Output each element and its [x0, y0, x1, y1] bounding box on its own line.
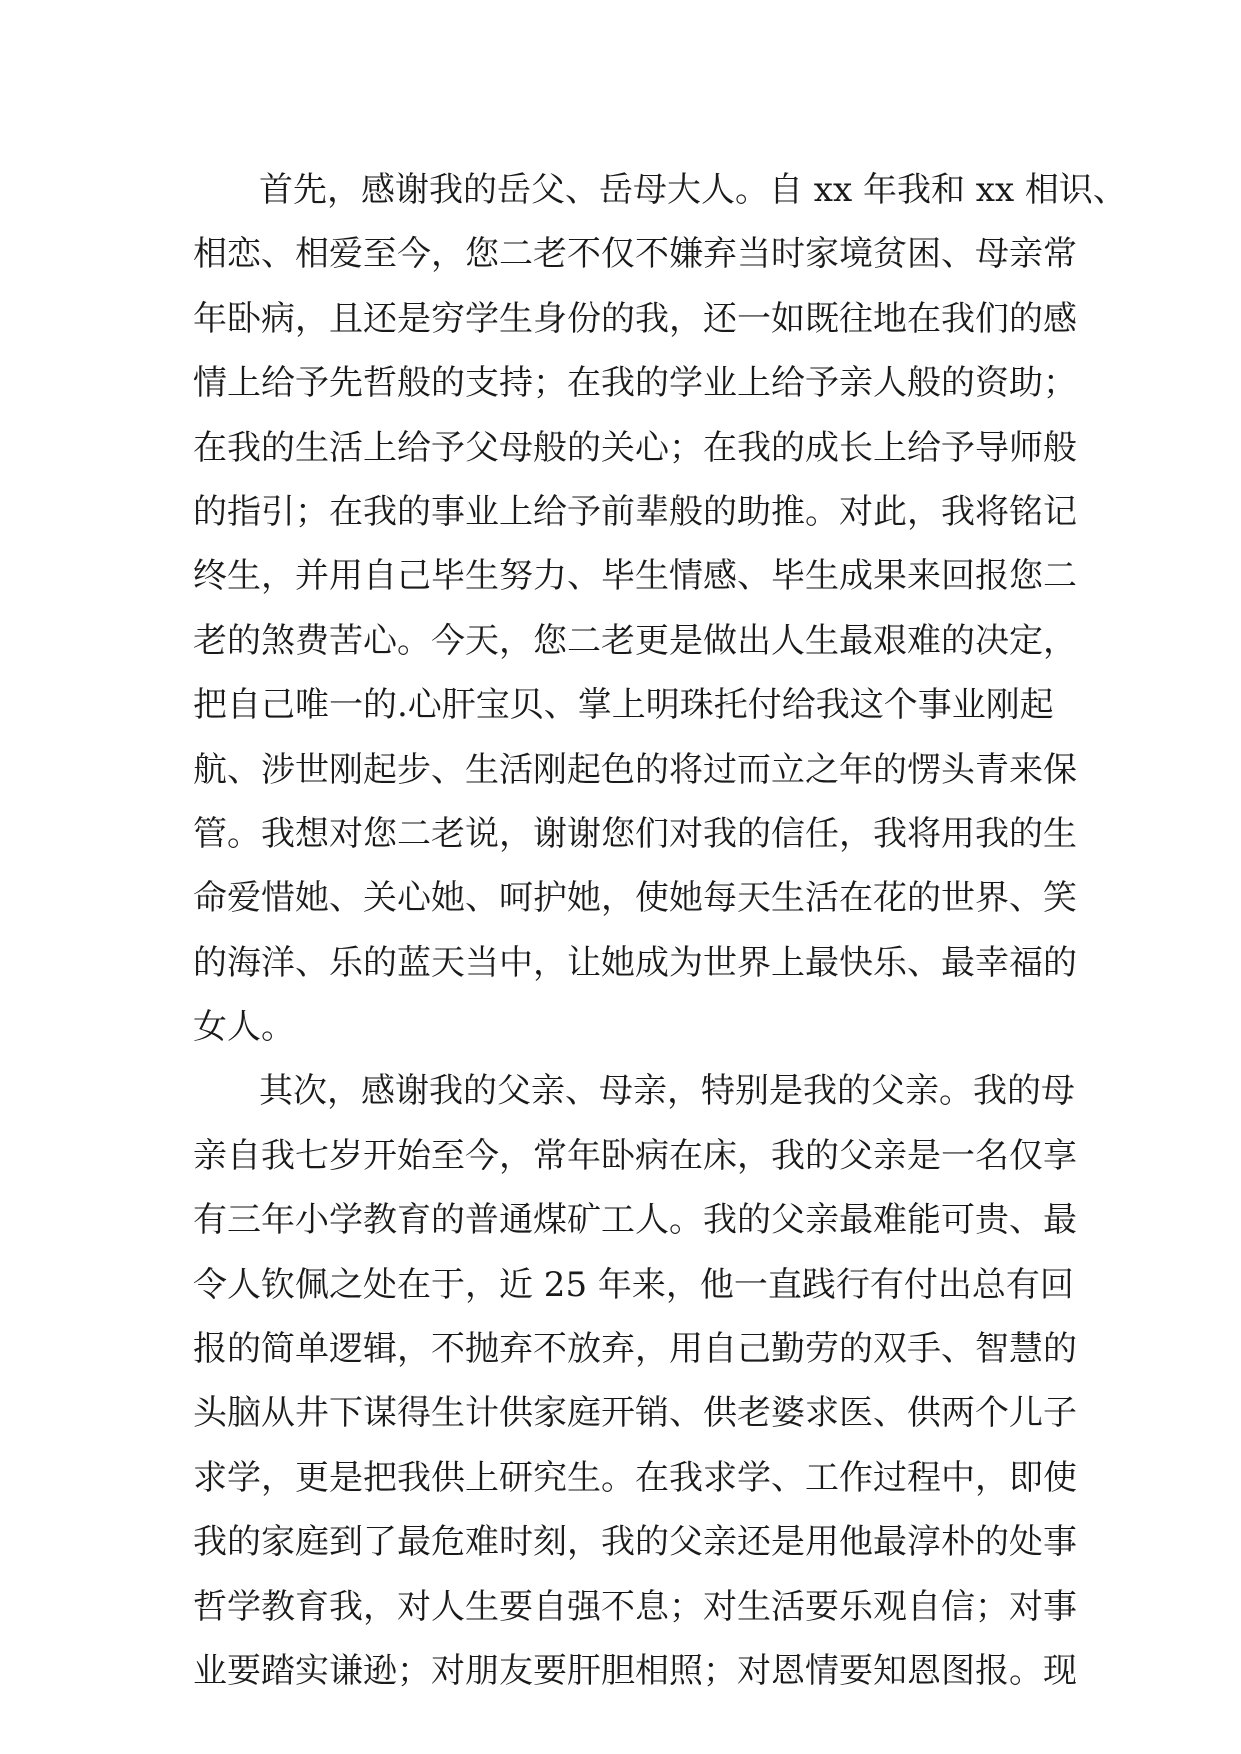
paragraph-2 — [193, 1059, 1077, 1703]
text-line: 的指引；在我的事业上给予前辈般的助推。对此，我将铭记 — [193, 491, 1077, 532]
text-line: 报的简单逻辑，不抛弃不放弃，用自己勤劳的双手、智慧的 — [193, 1329, 1077, 1370]
text-line: 我的家庭到了最危难时刻，我的父亲还是用他最淳朴的处事 — [193, 1522, 1077, 1563]
text-line: 管。我想对您二老说，谢谢您们对我的信任，我将用我的生 — [193, 813, 1077, 854]
text-line: 其次，感谢我的父亲、母亲，特别是我的父亲。我的母 — [259, 1071, 1075, 1112]
text-line: 求学，更是把我供上研究生。在我求学、工作过程中，即使 — [193, 1457, 1077, 1498]
text-line: 首先，感谢我的岳父、岳母大人。自 xx 年我和 xx 相识、 — [259, 170, 1127, 210]
text-line: 在我的生活上给予父母般的关心；在我的成长上给予导师般 — [193, 427, 1077, 468]
text-line: 命爱惜她、关心她、呵护她，使她每天生活在花的世界、笑 — [193, 878, 1077, 919]
text-line: 情上给予先哲般的支持；在我的学业上给予亲人般的资助； — [193, 363, 1077, 404]
text-line: 业要踏实谦逊；对朋友要肝胆相照；对恩情要知恩图报。现 — [193, 1650, 1077, 1691]
body-text — [193, 158, 1127, 1703]
text-line: 年卧病，且还是穷学生身份的我，还一如既往地在我们的感 — [193, 298, 1077, 339]
text-line: 令人钦佩之处在于，近 25 年来，他一直践行有付出总有回 — [193, 1264, 1074, 1305]
text-line: 的海洋、乐的蓝天当中，让她成为世界上最快乐、最幸福的 — [193, 942, 1077, 983]
text-line: 航、涉世刚起步、生活刚起色的将过而立之年的愣头青来保 — [193, 749, 1077, 790]
text-line: 有三年小学教育的普通煤矿工人。我的父亲最难能可贵、最 — [193, 1200, 1077, 1241]
text-line: 老的煞费苦心。今天，您二老更是做出人生最艰难的决定， — [193, 620, 1077, 661]
paragraph-1 — [193, 158, 1127, 1059]
text-line: 终生，并用自己毕生努力、毕生情感、毕生成果来回报您二 — [193, 556, 1077, 597]
text-line: 哲学教育我，对人生要自强不息；对生活要乐观自信；对事 — [193, 1586, 1077, 1627]
text-line: 相恋、相爱至今，您二老不仅不嫌弃当时家境贫困、母亲常 — [193, 234, 1077, 275]
text-line: 亲自我七岁开始至今，常年卧病在床，我的父亲是一名仅享 — [193, 1135, 1077, 1176]
text-line: 女人。 — [193, 1007, 295, 1048]
text-line: 头脑从井下谋得生计供家庭开销、供老婆求医、供两个儿子 — [193, 1393, 1077, 1434]
text-line: 把自己唯一的.心肝宝贝、掌上明珠托付给我这个事业刚起 — [193, 685, 1054, 726]
